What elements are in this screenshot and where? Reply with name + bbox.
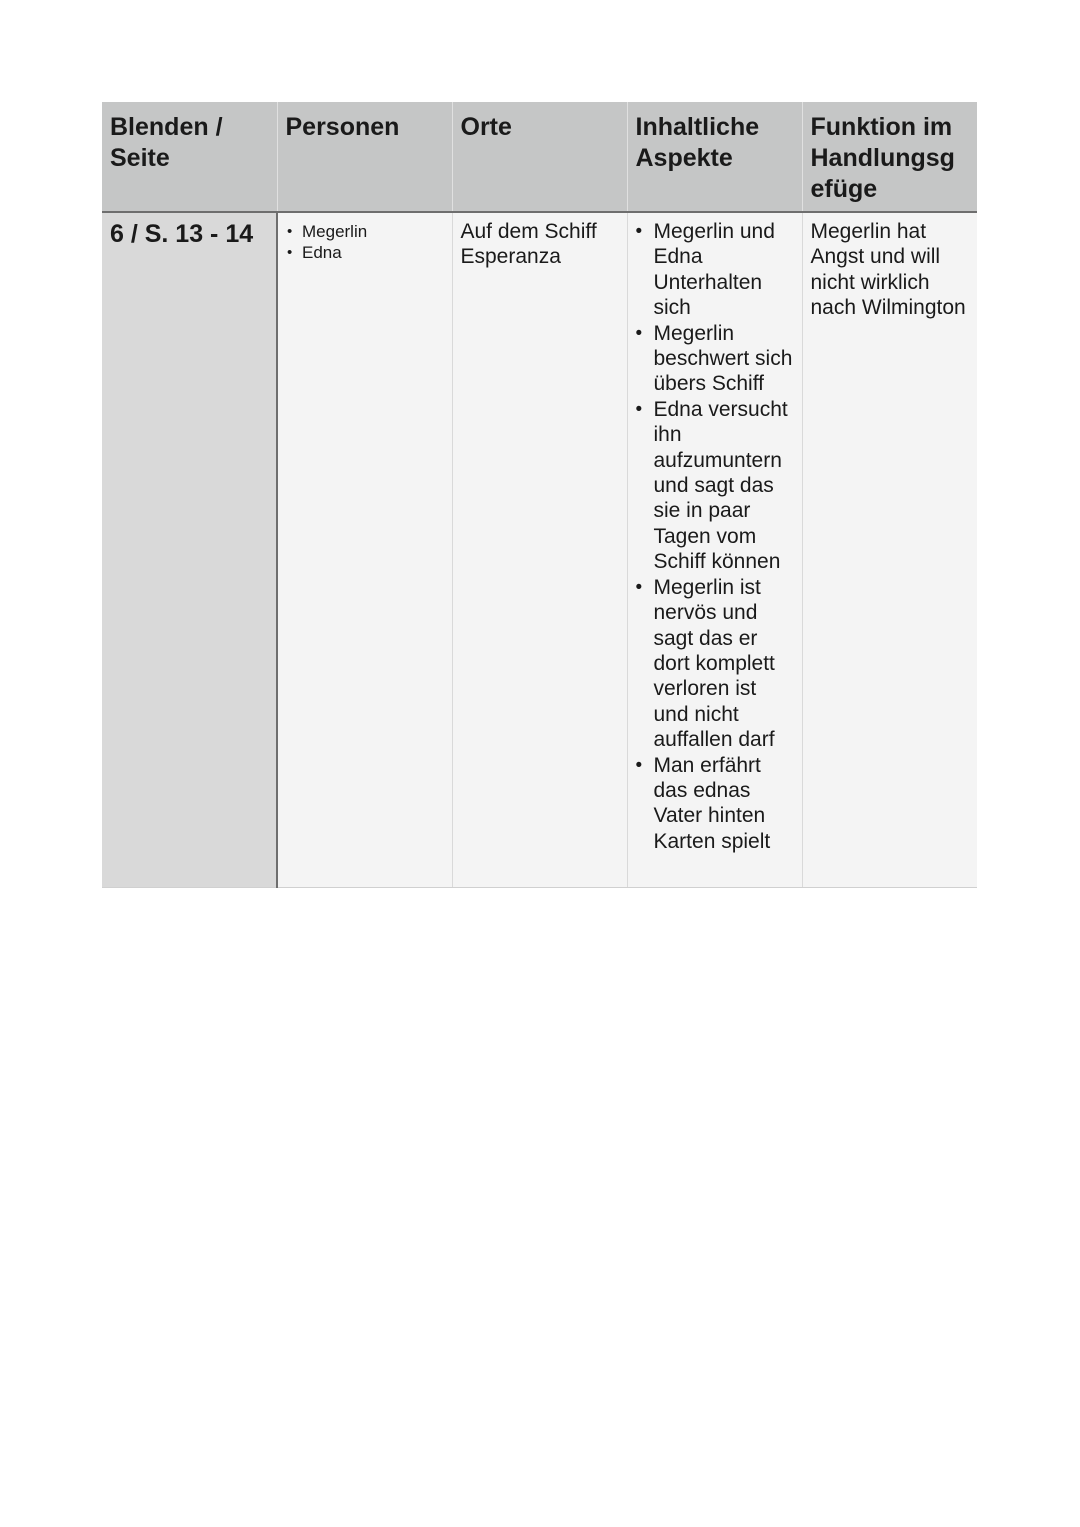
header-personen-line-1: Personen — [285, 113, 400, 141]
header-row — [102, 102, 977, 212]
list-item: • Edna versucht ihn aufzumuntern und sagt das sie in paar Tagen vom Schiff können — [636, 397, 794, 575]
header-orte-line-1: Orte — [460, 113, 512, 141]
list-item: • Megerlin ist nervös und sagt das er dort komplett verloren ist und nicht auffallen darf — [636, 575, 794, 753]
funktion-text: Megerlin hat Angst und will nicht wirklich nach Wilmington — [810, 220, 966, 320]
header-inhaltliche-aspekte — [627, 102, 802, 212]
blende-value: 6 / S. 13 - 14 — [110, 220, 254, 248]
list-item: • Megerlin — [286, 221, 444, 242]
header-funktion-line-1: Funktion im — [810, 113, 953, 141]
header-personen — [277, 102, 452, 212]
header-funktion — [802, 102, 977, 212]
header-blenden-seite — [102, 102, 277, 212]
header-aspekte-line-2: Aspekte — [635, 144, 733, 172]
aspekte-list — [636, 219, 794, 854]
list-item: • Man erfährt das ednas Vater hinten Karten spielt — [636, 753, 794, 855]
cell-orte — [452, 212, 627, 888]
header-blenden-line-1: Blenden / — [110, 113, 223, 141]
header-blenden-line-2: Seite — [110, 144, 170, 172]
header-orte — [452, 102, 627, 212]
orte-line-1: Auf dem Schiff — [460, 220, 597, 243]
table-row — [102, 212, 977, 888]
orte-line-2: Esperanza — [460, 245, 561, 269]
list-item: • Megerlin beschwert sich übers Schiff — [636, 321, 794, 397]
header-funktion-line-3: efüge — [810, 175, 878, 203]
header-funktion-line-2: Handlungsg — [810, 144, 955, 172]
list-item: • Megerlin und Edna Unterhalten sich — [636, 219, 794, 321]
cell-personen — [277, 212, 452, 888]
scene-analysis-table — [102, 102, 977, 888]
personen-list — [286, 221, 444, 263]
cell-aspekte — [627, 212, 802, 888]
cell-blende — [102, 212, 277, 888]
header-aspekte-line-1: Inhaltliche — [635, 113, 760, 141]
cell-funktion — [802, 212, 977, 888]
list-item: • Edna — [286, 242, 444, 263]
